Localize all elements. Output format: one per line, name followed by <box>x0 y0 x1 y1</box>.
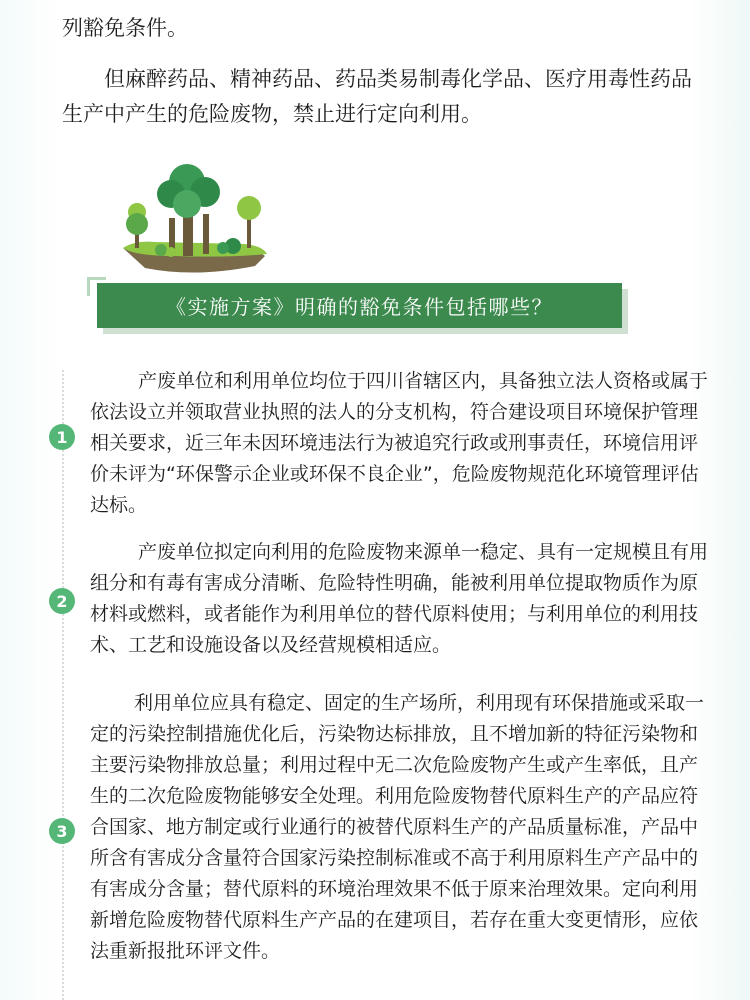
item-2-text: 产废单位拟定向利用的危险废物来源单一稳定、具有一定规模且有用组分和有毒有害成分清晰、危险特性明确，能被利用单位提取物质作为原材料或燃料，或者能作为利用单位的替代原料使用；与利用单位的利用技术、工艺和设施设备以及经营规模相适应。 <box>90 541 709 656</box>
forest-illustration <box>115 160 275 280</box>
item-3-number-badge: 3 <box>49 818 75 844</box>
banner-title: 《实施方案》明确的豁免条件包括哪些？ <box>166 295 553 319</box>
banner-corner-decoration <box>87 277 106 296</box>
intro-paragraph: 但麻醉药品、精神药品、药品类易制毒化学品、医疗用毒性药品生产中产生的危险废物，禁止进行定向利用。 <box>62 67 692 126</box>
item-1-number-badge: 1 <box>49 424 75 450</box>
item-1-text: 产废单位和利用单位均位于四川省辖区内，具备独立法人资格或属于依法设立并领取营业执照的法人的分支机构，符合建设项目环境保护管理相关要求，近三年未因环境违法行为被追究行政或刑事责任，环境信用评价未评为“环保警示企业或环保不良企业”，危险废物规范化环境管理评估达标。 <box>90 370 709 516</box>
item-2-number-badge: 2 <box>49 588 75 614</box>
section-banner <box>97 283 622 328</box>
intro-tail-text: 列豁免条件。 <box>62 16 188 40</box>
timeline-line <box>62 370 64 1000</box>
item-3-text: 利用单位应具有稳定、固定的生产场所，利用现有环保措施或采取一定的污染控制措施优化后，污染物达标排放，且不增加新的特征污染物和主要污染物排放总量；利用过程中无二次危险废物产生或产生率低，且产生的二次危险废物能够安全处理。利用危险废物替代原料生产的产品应符合国家、地方制定或行业通行的被替代原料生产的产品质量标准，产品中所含有害成分含量符合国家污染控制标准或不高于利用原料生产产品中的有害成分含量；替代原料的环境治理效果不低于原来治理效果。定向利用新增危险废物替代原料生产产品的在建项目，若存在重大变更情形，应依法重新报批环评文件。 <box>90 692 705 962</box>
